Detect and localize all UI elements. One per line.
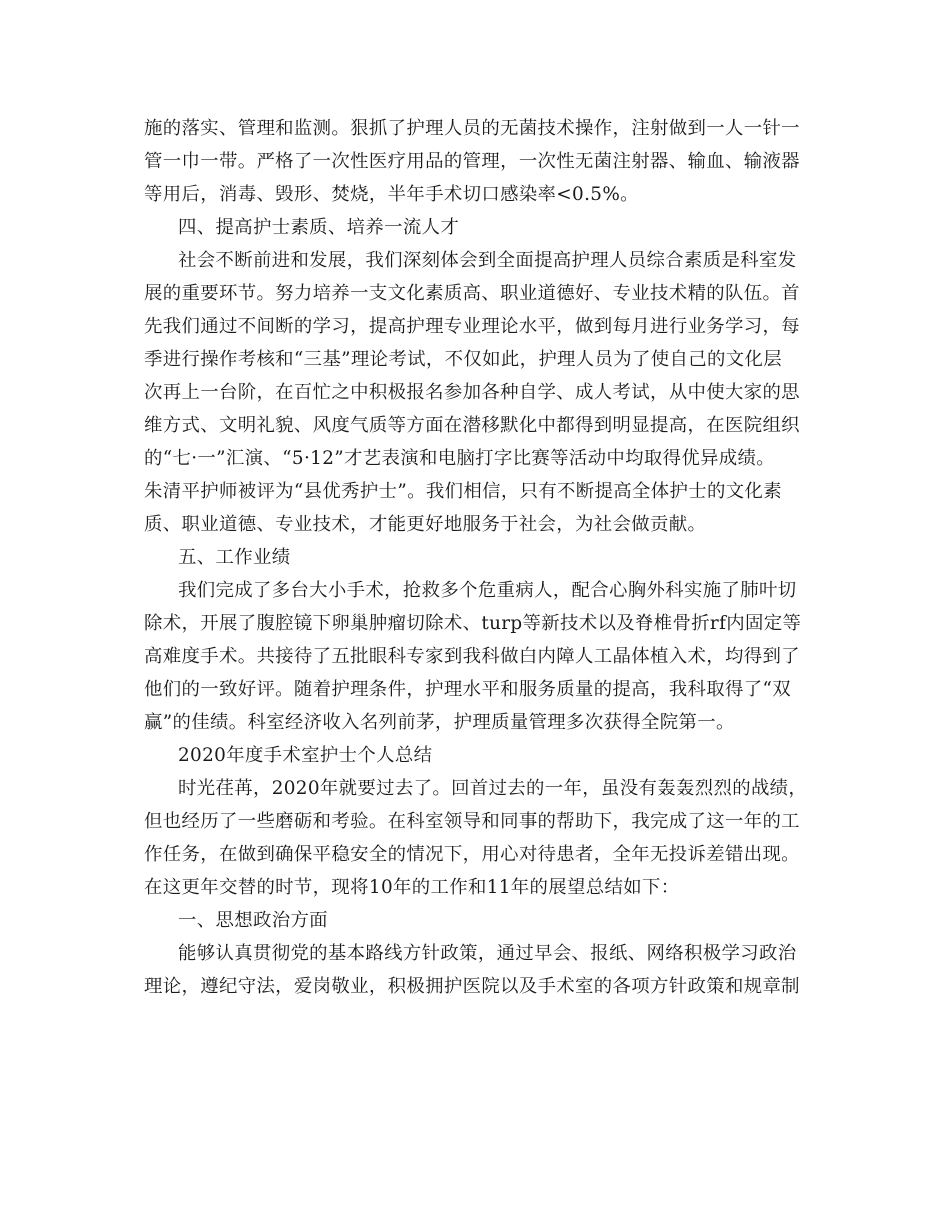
text-line: 作任务，在做到确保平稳安全的情况下，用心对待患者，全年无投诉差错出现。 (144, 844, 800, 865)
text-line: 高难度手术。共接待了五批眼科专家到我科做白内障人工晶体植入术，均得到了 (144, 646, 800, 667)
text-line: 但也经历了一些磨砺和考验。在科室领导和同事的帮助下，我完成了这一年的工 (144, 811, 800, 832)
text-line: 先我们通过不间断的学习，提高护理专业理论水平，做到每月进行业务学习，每 (144, 316, 800, 337)
paragraph-start-line: 五、工作业绩 (178, 547, 291, 568)
text-line: 管一巾一带。严格了一次性医疗用品的管理，一次性无菌注射器、输血、输液器 (144, 151, 800, 172)
text-line: 的“七·一”汇演、“5·12”才艺表演和电脑打字比赛等活动中均取得优异成绩。 (144, 448, 776, 469)
text-line: 在这更年交替的时节，现将10年的工作和11年的展望总结如下： (144, 877, 680, 898)
text-line: 理论，遵纪守法，爱岗敬业，积极拥护医院以及手术室的各项方针政策和规章制 (144, 976, 800, 997)
text-line: 他们的一致好评。随着护理条件，护理水平和服务质量的提高，我科取得了“双 (144, 679, 791, 700)
text-line: 季进行操作考核和“三基”理论考试，不仅如此，护理人员为了使自己的文化层 (144, 349, 782, 370)
text-line: 等用后，消毒、毁形、焚烧，半年手术切口感染率<0.5%。 (144, 184, 639, 205)
text-line: 展的重要环节。努力培养一支文化素质高、职业道德好、专业技术精的队伍。首 (144, 283, 800, 304)
paragraph-start-line: 能够认真贯彻党的基本路线方针政策，通过早会、报纸、网络积极学习政治 (178, 943, 797, 964)
paragraph-start-line: 时光荏苒，2020年就要过去了。回首过去的一年，虽没有轰轰烈烈的战绩， (178, 778, 808, 799)
document-body (144, 112, 814, 1003)
text-line: 次再上一台阶，在百忙之中积极报名参加各种自学、成人考试，从中使大家的思 (144, 382, 800, 403)
text-line: 质、职业道德、专业技术，才能更好地服务于社会，为社会做贡献。 (144, 514, 707, 535)
paragraph-start-line: 2020年度手术室护士个人总结 (178, 745, 433, 766)
text-line: 除术，开展了腹腔镜下卵巢肿瘤切除术、turp等新技术以及脊椎骨折rf内固定等 (144, 613, 802, 634)
paragraph-start-line: 四、提高护士素质、培养一流人才 (178, 217, 460, 238)
paragraph-start-line: 一、思想政治方面 (178, 910, 328, 931)
text-line: 赢”的佳绩。科室经济收入名列前茅，护理质量管理多次获得全院第一。 (144, 712, 735, 733)
text-line: 施的落实、管理和监测。狠抓了护理人员的无菌技术操作，注射做到一人一针一 (144, 118, 800, 139)
text-line: 维方式、文明礼貌、风度气质等方面在潜移默化中都得到明显提高，在医院组织 (144, 415, 800, 436)
text-line: 朱清平护师被评为“县优秀护士”。我们相信，只有不断提高全体护士的文化素 (144, 481, 782, 502)
paragraph-start-line: 我们完成了多台大小手术，抢救多个危重病人，配合心胸外科实施了肺叶切 (178, 580, 797, 601)
paragraph-start-line: 社会不断前进和发展，我们深刻体会到全面提高护理人员综合素质是科室发 (178, 250, 797, 271)
